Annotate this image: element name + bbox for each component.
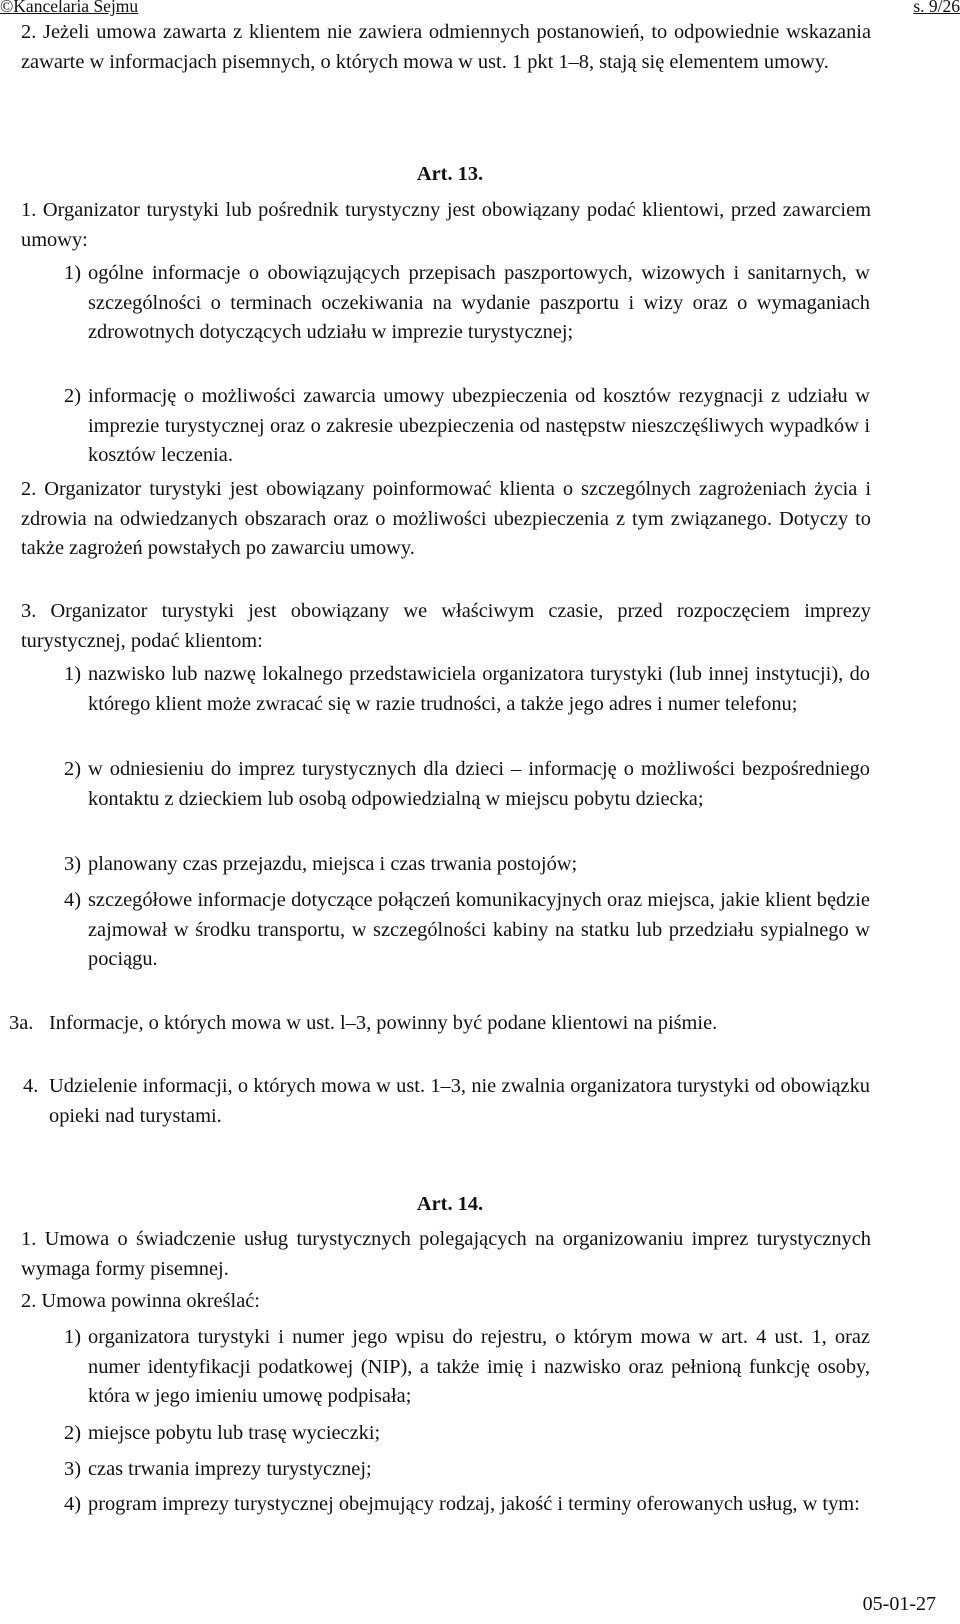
item-number: 1) — [64, 663, 81, 685]
art14-p2-item-4 — [64, 1490, 870, 1520]
item-text: planowany czas przejazdu, miejsca i czas trwania postojów; — [88, 853, 578, 875]
item-text: informację o możliwości zawarcia umowy ubezpieczenia od kosztów rezygnacji z udziału w imprezie turystycznej oraz o zakresie ubezpieczenia od następstw nieszczęśliwych wypadków i kosztów leczenia. — [88, 385, 870, 466]
paragraph-2-top: 2. Jeżeli umowa zawarta z klientem nie zawiera odmiennych postanowień, to odpowiednie wskazania zawarte w informacjach pisemnych, o których mowa w ust. 1 pkt 1–8, stają się elementem umowy. — [21, 21, 871, 73]
item-text: nazwisko lub nazwę lokalnego przedstawiciela organizatora turystyki (lub innej instytucji), do którego klient może zwracać się w razie trudności, a także jego adres i numer telefonu; — [88, 663, 870, 715]
paragraph-number: 4. — [23, 1075, 39, 1097]
item-text: program imprezy turystycznej obejmujący rodzaj, jakość i terminy oferowanych usług, w tym: — [88, 1493, 860, 1515]
art14-paragraph-2: 2. Umowa powinna określać: — [21, 1290, 260, 1312]
art13-paragraph-2: 2. Organizator turystyki jest obowiązany poinformować klienta o szczególnych zagrożeniach życia i zdrowia na odwiedzanych obszarach oraz o możliwości ubezpieczenia z tym związanego. Dotyczy to także zagrożeń powstałych po zawarciu umowy. — [21, 478, 871, 559]
header-publisher: ©Kancelaria Sejmu — [0, 0, 139, 16]
paragraph-number: 3a. — [9, 1012, 34, 1034]
art14-p2-item-2 — [64, 1419, 870, 1449]
item-text: czas trwania imprezy turystycznej; — [88, 1458, 372, 1480]
paragraph-text: Informacje, o których mowa w ust. l–3, powinny być podane klientowi na piśmie. — [49, 1012, 718, 1034]
header-page-number: s. 9/26 — [913, 0, 960, 16]
art13-p3-item-2 — [64, 755, 870, 814]
item-number: 2) — [64, 1422, 81, 1444]
item-number: 4) — [64, 1493, 81, 1515]
art14-paragraph-1: 1. Umowa o świadczenie usług turystycznych polegających na organizowaniu imprez turystycznych wymaga formy pisemnej. — [21, 1228, 871, 1280]
item-number: 2) — [64, 385, 81, 407]
art13-p1-item-1 — [64, 259, 870, 348]
article-14-title: Art. 14. — [416, 1193, 484, 1215]
art14-p2-item-1 — [64, 1323, 870, 1412]
art13-p3-item-3 — [64, 850, 870, 880]
item-number: 3) — [64, 853, 81, 875]
art13-paragraph-3: 3. Organizator turystyki jest obowiązany we właściwym czasie, przed rozpoczęciem imprezy turystycznej, podać klientom: — [21, 600, 871, 652]
item-number: 1) — [64, 1326, 81, 1348]
item-number: 2) — [64, 758, 81, 780]
item-text: w odniesieniu do imprez turystycznych dla dzieci – informację o możliwości bezpośredniego kontaktu z dzieckiem lub osobą odpowiedzialną w miejscu pobytu dziecka; — [88, 758, 870, 810]
item-text: szczegółowe informacje dotyczące połączeń komunikacyjnych oraz miejsca, jakie klient będzie zajmował w środku transportu, w szczególności kabiny na statku lub przedziału sypialnego w pociągu. — [88, 889, 870, 970]
art13-p3-item-4 — [64, 886, 870, 975]
item-text: miejsce pobytu lub trasę wycieczki; — [88, 1422, 381, 1444]
item-text: ogólne informacje o obowiązujących przepisach paszportowych, wizowych i sanitarnych, w szczególności o terminach oczekiwania na wydanie paszportu i wizy oraz o wymaganiach zdrowotnych dotyczących udziału w imprezie turystycznej; — [88, 262, 870, 343]
art13-p1-item-2 — [64, 382, 870, 471]
paragraph-text: Udzielenie informacji, o których mowa w ust. 1–3, nie zwalnia organizatora turystyki od obowiązku opieki nad turystami. — [49, 1075, 870, 1127]
art13-p3-item-1 — [64, 660, 870, 719]
item-text: organizatora turystyki i numer jego wpisu do rejestru, o którym mowa w art. 4 ust. 1, oraz numer identyfikacji podatkowej (NIP), a także imię i nazwisko oraz pełnioną funkcję osoby, która w jego imieniu umowę podpisała; — [88, 1326, 870, 1407]
art13-paragraph-3a — [9, 1009, 870, 1039]
art13-paragraph-4 — [23, 1072, 870, 1131]
item-number: 1) — [64, 262, 81, 284]
art14-p2-item-3 — [64, 1455, 870, 1485]
item-number: 3) — [64, 1458, 81, 1480]
footer-date-code: 05-01-27 — [862, 1593, 936, 1615]
art13-paragraph-1: 1. Organizator turystyki lub pośrednik turystyczny jest obowiązany podać klientowi, przed zawarciem umowy: — [21, 199, 871, 251]
item-number: 4) — [64, 889, 81, 911]
article-13-title: Art. 13. — [416, 163, 484, 185]
